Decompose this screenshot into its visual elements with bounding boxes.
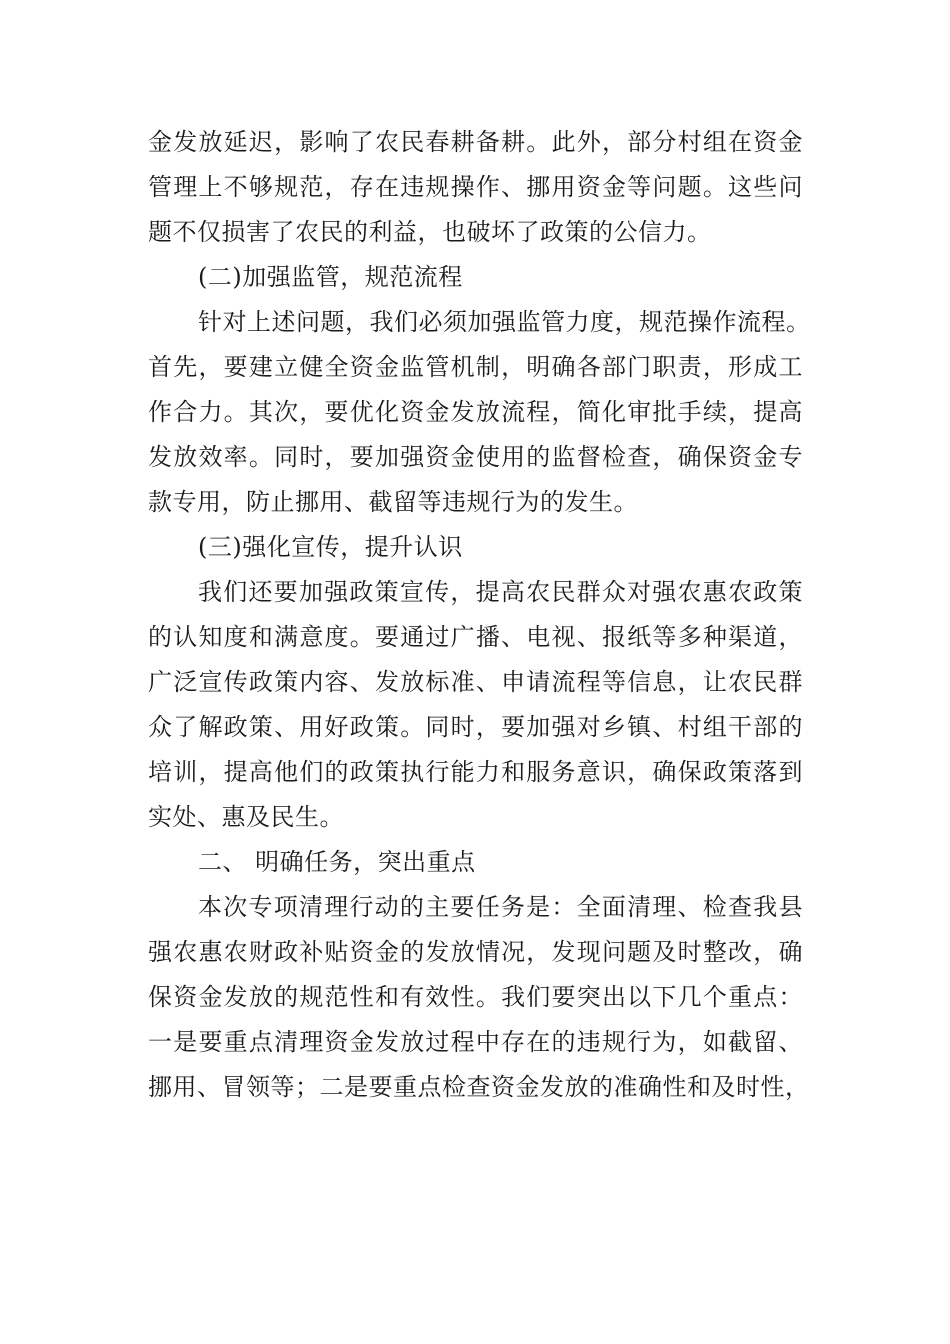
text-line: 我们还要加强政策宣传，提高农民群众对强农惠农政策 — [198, 578, 803, 606]
text-line: 强农惠农财政补贴资金的发放情况，发现问题及时整改，确 — [148, 938, 803, 966]
text-line: 针对上述问题，我们必须加强监管力度，规范操作流程。 — [198, 308, 811, 336]
text-line: 广泛宣传政策内容、发放标准、申请流程等信息，让农民群 — [148, 668, 803, 696]
text-line: 保资金发放的规范性和有效性。我们要突出以下几个重点： — [148, 983, 803, 1011]
text-line: 一是要重点清理资金发放过程中存在的违规行为，如截留、 — [148, 1028, 803, 1056]
text-line: 本次专项清理行动的主要任务是：全面清理、检查我县 — [198, 893, 803, 921]
text-line: 首先，要建立健全资金监管机制，明确各部门职责，形成工 — [148, 353, 803, 381]
text-line: 众了解政策、用好政策。同时，要加强对乡镇、村组干部的 — [148, 713, 803, 741]
text-line: 发放效率。同时，要加强资金使用的监督检查，确保资金专 — [148, 443, 803, 471]
text-line: 款专用，防止挪用、截留等违规行为的发生。 — [148, 488, 638, 516]
text-line: 的认知度和满意度。要通过广播、电视、报纸等多种渠道， — [148, 623, 803, 651]
document-body — [148, 120, 811, 1110]
text-line: 实处、惠及民生。 — [148, 803, 344, 831]
text-line: 题不仅损害了农民的利益，也破坏了政策的公信力。 — [148, 218, 712, 246]
section-heading: (二)加强监管，规范流程 — [198, 263, 463, 291]
text-line: 管理上不够规范，存在违规操作、挪用资金等问题。这些问 — [148, 173, 803, 201]
text-line: 培训，提高他们的政策执行能力和服务意识，确保政策落到 — [148, 758, 803, 786]
section-heading: 二、 明确任务，突出重点 — [198, 848, 476, 876]
text-line: 挪用、冒领等；二是要重点检查资金发放的准确性和及时性， — [148, 1073, 810, 1101]
text-line: 作合力。其次，要优化资金发放流程，简化审批手续，提高 — [148, 398, 803, 426]
text-line: 金发放延迟，影响了农民春耕备耕。此外，部分村组在资金 — [148, 128, 803, 156]
section-heading: (三)强化宣传，提升认识 — [198, 533, 463, 561]
